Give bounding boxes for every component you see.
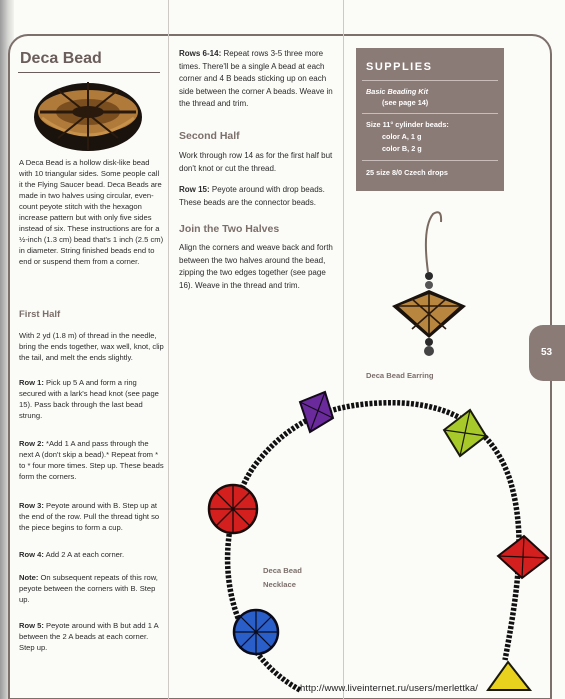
row-2-instruction — [19, 438, 165, 482]
second-half-heading: Second Half — [179, 130, 240, 142]
note-instruction — [19, 572, 165, 605]
row-1-label: Row 1: — [19, 378, 44, 387]
row-5-instruction — [19, 620, 165, 653]
red-bead-right — [498, 536, 548, 578]
rows-6-14-label: Rows 6-14: — [179, 49, 222, 58]
row-5-label: Row 5: — [19, 621, 44, 630]
row-15-instruction — [179, 184, 339, 209]
row-4-text: Add 2 A at each corner. — [43, 550, 125, 559]
supplies-kit-ref: (see page 14) — [382, 98, 429, 107]
supplies-rule-2 — [362, 113, 498, 114]
yellow-bead — [488, 662, 530, 690]
row-15-text: Peyote around with drop beads. These beads are the connector beads. — [179, 185, 325, 207]
row-5-text: Peyote around with B but add 1 A between the 2 A beads at each corner. Step up. — [19, 621, 159, 652]
supplies-rule-1 — [362, 80, 498, 81]
first-half-heading: First Half — [19, 309, 61, 320]
watermark-url: http://www.liveinternet.ru/users/merlettka/ — [300, 683, 479, 694]
row-3-label: Row 3: — [19, 501, 44, 510]
supplies-heading: SUPPLIES — [366, 61, 433, 73]
row-15-label: Row 15: — [179, 185, 210, 194]
blue-bead — [234, 610, 278, 654]
row-1-instruction — [19, 377, 165, 421]
supplies-line-4: 25 size 8/0 Czech drops — [366, 168, 448, 177]
second-half-text: Work through row 14 as for the first half but don't knot or cut the thread. — [179, 151, 333, 173]
supplies-rule-3 — [362, 160, 498, 161]
note-label: Note: — [19, 573, 39, 582]
green-bead — [444, 410, 486, 456]
page-number: 53 — [541, 347, 553, 358]
row-3-instruction — [19, 500, 165, 533]
row-3-text: Peyote around with B. Step up at the end of the row. Pull the thread tight so the piece begins to form a cup. — [19, 501, 160, 532]
intro-paragraph: A Deca Bead is a hollow disk-like bead with 10 triangular sides. Some people call it the Flying Saucer bead. Deca Beads are made in two halves using circular, even-count peyote stitch with the hexagon increase pattern but with only five sides instead of six. These instructions are for a ½-inch (1.3 cm) bead that's 1 inch (2.5 cm) in diameter. String finished beads end to end or suspend them from a corner. — [19, 158, 164, 266]
row-4-label: Row 4: — [19, 550, 44, 559]
note-text: On subsequent repeats of this row, peyote between the corners with B. Step up. — [19, 573, 158, 604]
supplies-line-1: Size 11° cylinder beads: — [366, 120, 449, 129]
row-1-text: Pick up 5 A and form a ring secured with a lark's head knot (see page 15). Pass back through the last bead strung. — [19, 378, 159, 420]
page-title: Deca Bead — [20, 50, 102, 67]
supplies-line-2: color A, 1 g — [382, 132, 422, 141]
row-2-label: Row 2: — [19, 439, 44, 448]
join-heading: Join the Two Halves — [179, 223, 280, 235]
deca-bead-photo — [34, 82, 142, 151]
necklace-photo — [209, 392, 548, 690]
supplies-kit: Basic Beading Kit — [366, 87, 429, 96]
red-bead-left — [209, 485, 257, 533]
purple-bead — [300, 392, 333, 432]
first-half-intro: With 2 yd (1.8 m) of thread in the needle, bring the ends together, wax well, knot, clip the tail, and melt the ends slightly. — [19, 331, 164, 362]
supplies-line-3: color B, 2 g — [382, 144, 422, 153]
necklace-caption-line-2: Necklace — [263, 580, 296, 589]
row-2-text: *Add 1 A and pass through the next A (don't skip a bead).* Repeat from * to * four more times. Step up. These beads form the corners. — [19, 439, 164, 481]
join-text: Align the corners and weave back and forth between the two halves around the bead, zipping the two edges together (see page 16). Weave in the thread and trim. — [179, 243, 333, 290]
earring-caption: Deca Bead Earring — [366, 371, 434, 380]
rows-6-14-instruction — [179, 48, 339, 111]
row-4-instruction — [19, 549, 165, 560]
earring-photo — [392, 212, 466, 356]
necklace-caption-line-1: Deca Bead — [263, 566, 302, 575]
rows-6-14-text: Repeat rows 3-5 three more times. There'll be a single A bead at each corner and 4 B beads sticking up on each side between the corner A beads. Weave in the thread and trim. — [179, 49, 333, 108]
